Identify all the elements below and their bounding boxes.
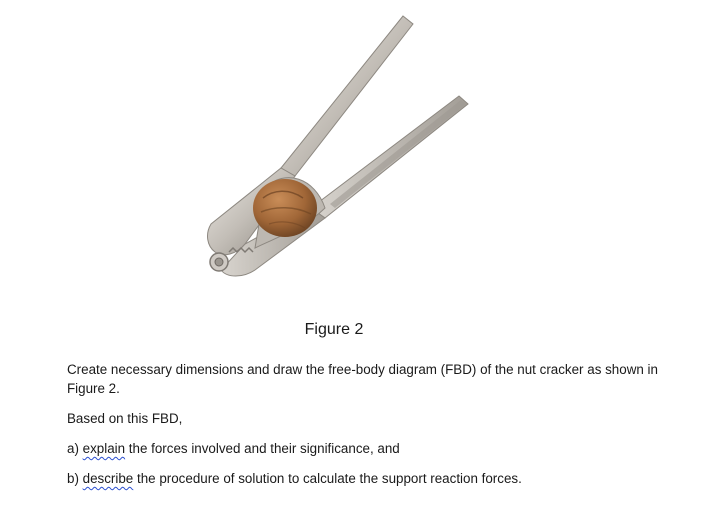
hinge-pivot-icon xyxy=(210,253,228,271)
walnut xyxy=(253,179,317,237)
item-a-rest: the forces involved and their significance, and xyxy=(125,441,400,456)
item-a-prefix: a) xyxy=(67,441,83,456)
item-b-prefix: b) xyxy=(67,471,83,486)
item-b xyxy=(67,469,522,488)
nut-cracker-image xyxy=(185,8,485,293)
item-a xyxy=(67,439,400,458)
item-a-verb: explain xyxy=(82,441,126,456)
figure-caption: Figure 2 xyxy=(304,321,364,338)
item-b-verb: describe xyxy=(82,471,134,486)
paragraph-based-on: Based on this FBD, xyxy=(67,411,183,426)
item-b-rest: the procedure of solution to calculate the support reaction forces. xyxy=(133,471,522,486)
paragraph-instructions: Create necessary dimensions and draw the free-body diagram (FBD) of the nut cracker as shown in Figure 2. xyxy=(67,362,658,396)
